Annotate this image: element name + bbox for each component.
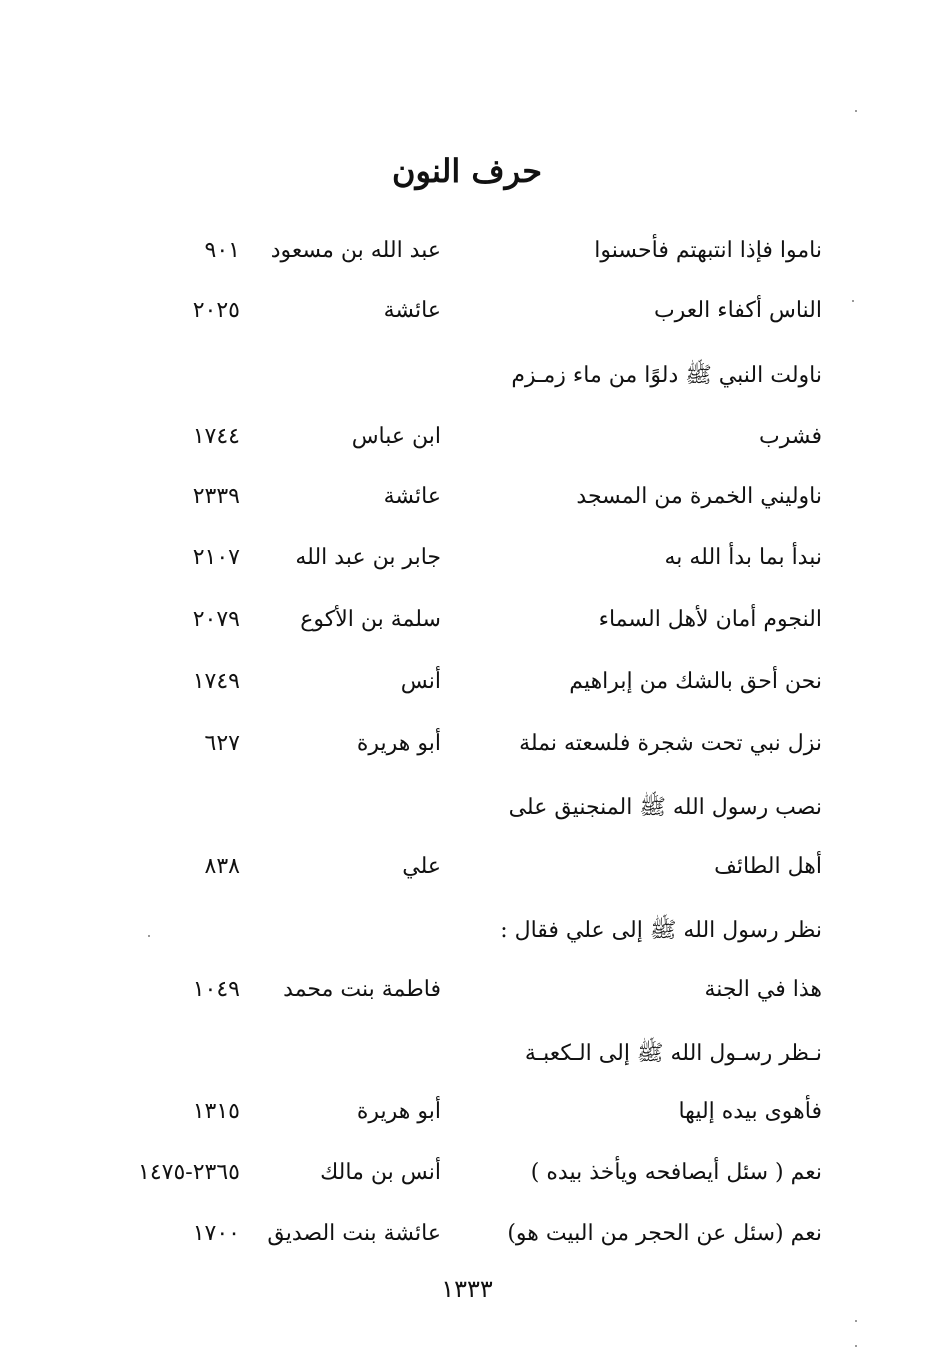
index-entry (0, 607, 934, 647)
narrator-name: أبو هريرة (356, 731, 441, 756)
hadith-number: ١٧٠٠ (192, 1221, 240, 1246)
hadith-text: فشرب (759, 424, 822, 449)
scan-speck (855, 1320, 857, 1322)
index-entry (0, 1099, 934, 1139)
index-entry (0, 238, 934, 278)
hadith-text: نـظر رسـول الله ﷺ إلى الـكعبـة (524, 1041, 822, 1066)
index-entry (0, 977, 934, 1017)
hadith-number: ٢٠٢٥ (192, 298, 240, 323)
index-entry (0, 731, 934, 771)
index-entry (0, 484, 934, 524)
hadith-text: نزل نبي تحت شجرة فلسعته نملة (519, 731, 822, 756)
index-entry (0, 916, 934, 956)
scan-speck (148, 935, 150, 937)
scan-speck (855, 110, 857, 112)
hadith-text: النجوم أمان لأهل السماء (598, 607, 822, 632)
page-number: ١٣٣٣ (441, 1275, 493, 1303)
narrator-name: أنس بن مالك (320, 1160, 441, 1185)
hadith-text: فأهوى بيده إليها (678, 1099, 822, 1124)
hadith-text: أهل الطائف (714, 854, 822, 879)
narrator-name: علي (402, 854, 441, 879)
hadith-text: نعم ( سئل أيصافحه ويأخذ بيده ) (530, 1160, 822, 1185)
narrator-name: عائشة (383, 484, 441, 509)
section-heading: حرف النون (391, 152, 543, 190)
narrator-name: عائشة بنت الصديق (267, 1221, 441, 1246)
hadith-number: ٢٣٣٩ (192, 484, 240, 509)
scan-speck (855, 1345, 857, 1347)
hadith-number: ١٣١٥ (192, 1099, 240, 1124)
index-entry (0, 424, 934, 464)
hadith-text: نبدأ بما بدأ الله به (664, 545, 822, 570)
hadith-text: نعم (سئل عن الحجر من البيت هو) (507, 1221, 822, 1246)
hadith-text: ناولت النبي ﷺ دلوًا من ماء زمـزم (511, 363, 822, 388)
scan-speck (852, 300, 854, 302)
index-entry (0, 1221, 934, 1261)
narrator-name: جابر بن عبد الله (295, 545, 441, 570)
index-entry (0, 545, 934, 585)
hadith-number: ٦٢٧ (204, 731, 240, 756)
index-entry (0, 361, 934, 401)
hadith-text: الناس أكفاء العرب (653, 298, 822, 323)
hadith-number: ٢٠٧٩ (192, 607, 240, 632)
hadith-number: ٨٣٨ (204, 854, 240, 879)
hadith-number: ١٧٤٤ (192, 424, 240, 449)
narrator-name: فاطمة بنت محمد (283, 977, 441, 1002)
hadith-number: ٢١٠٧ (192, 545, 240, 570)
narrator-name: سلمة بن الأكوع (300, 607, 441, 632)
hadith-number: ١٧٤٩ (192, 669, 240, 694)
index-entry (0, 854, 934, 894)
narrator-name: ابن عباس (351, 424, 441, 449)
index-entry (0, 669, 934, 709)
hadith-number: ٩٠١ (204, 238, 240, 263)
hadith-text: ناوليني الخمرة من المسجد (576, 484, 822, 509)
hadith-number: ٢٣٦٥-١٤٧٥ (138, 1160, 240, 1185)
hadith-text: نصب رسول الله ﷺ المنجنيق على (508, 795, 822, 820)
hadith-text: نحن أحق بالشك من إبراهيم (569, 669, 822, 694)
index-entry (0, 1160, 934, 1200)
hadith-text: هذا في الجنة (704, 977, 822, 1002)
index-entry (0, 298, 934, 338)
narrator-name: عبد الله بن مسعود (270, 238, 441, 263)
narrator-name: أبو هريرة (356, 1099, 441, 1124)
index-entry (0, 793, 934, 833)
narrator-name: أنس (400, 669, 441, 694)
index-entry (0, 1039, 934, 1079)
narrator-name: عائشة (383, 298, 441, 323)
hadith-text: ناموا فإذا انتبهتم فأحسنوا (594, 238, 822, 263)
hadith-text: نظر رسول الله ﷺ إلى علي فقال : (500, 918, 822, 943)
hadith-number: ١٠٤٩ (192, 977, 240, 1002)
